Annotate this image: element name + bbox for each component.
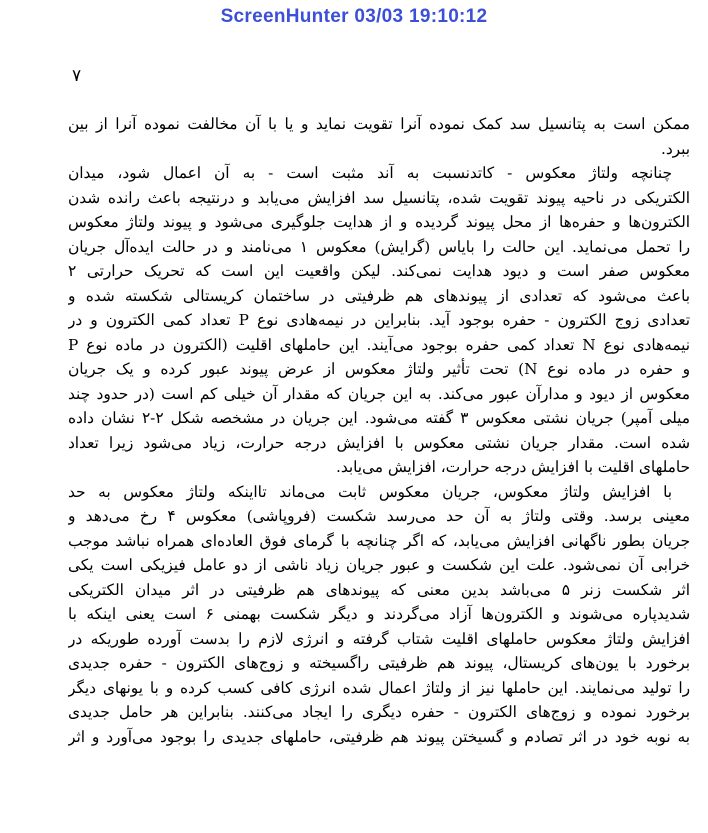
text-line: معکوس صفر است و دیود هدایت نمی‌کند. لیکن واقعیت این است که تحریک حرارتی ۲ — [68, 262, 690, 280]
paragraph-1 — [68, 112, 690, 161]
paragraph-2 — [68, 161, 690, 480]
text-line: شدیدپاره می‌شوند و الکترون‌ها آزاد می‌گردند و دیگر شکست بهمنی ۶ است یعنی اینکه با — [68, 605, 690, 623]
text-line: جریان بطور ناگهانی افزایش می‌یابد، که اگر چنانچه با گرمای فوق العاده‌ای همراه نباشد موجب — [68, 531, 690, 550]
text-line: و حفره در ماده نوع N) تحت تأثیر ولتاژ معکوس از عرض پیوند عبور کرده و یک جریان — [68, 360, 690, 378]
page-number: ۷ — [72, 66, 82, 86]
paragraph-3 — [68, 480, 690, 750]
text-line: با افزایش ولتاژ معکوس، جریان معکوس ثابت می‌ماند تااینکه ولتاژ معکوس به حد — [68, 482, 672, 501]
text-line: الکترون‌ها و حفره‌ها از محل پیوند گردیده و از هدایت جلوگیری می‌شود و پیوند ولتاژ معکوس — [68, 213, 690, 231]
text-line: خرابی آن نمی‌شود. علت این شکست و عبور جریان زیاد ناشی از دو عامل فیزیکی است یکی — [68, 556, 690, 574]
text-line: شده است. مقدار جریان نشتی معکوس با افزایش درجه حرارت، زیاد می‌شود زیرا تعداد — [68, 433, 690, 452]
text-line: الکتریکی در ناحیه پیوند تقویت شده، پتانسیل سد افزایش می‌یابد و درنتیجه باعث رانده شدن — [68, 188, 690, 207]
text-line: افزایش ولتاژ معکوس حاملهای اقلیت شتاب گرفته و انرژی لازم را بدست آورده طوریکه در — [68, 629, 690, 648]
text-line: را تحمل می‌نماید. این حالت را بایاس (گرایش) معکوس ۱ می‌نامند و در حالت ایده‌آل جریان — [68, 237, 690, 256]
text-line: به نوبه خود در اثر تصادم و گسیختن پیوند هم ظرفیتی، حاملهای جدیدی را بوجود می‌آورد و اثر — [68, 727, 690, 746]
document-body — [68, 112, 690, 749]
screenhunter-watermark: ScreenHunter 03/03 19:10:12 — [220, 6, 488, 27]
text-line: تعدادی زوج الکترون - حفره بوجود آید. بنابراین در نیمه‌هادی نوع P تعداد کمی الکترون و در — [68, 311, 690, 329]
text-line: اثر شکست زنر ۵ می‌باشد بدین معنی که پیوندهای هم ظرفیتی در اثر میدان الکتریکی — [68, 580, 690, 599]
text-line: معینی برسد. وقتی ولتاژ به آن حد می‌رسد شکست (فروپاشی) معکوس ۴ رخ می‌دهد و — [68, 507, 690, 525]
text-line: را تولید می‌نمایند. این حاملها نیز از ولتاژ اعمال شده انرژی کافی کسب کرده و با یونهای دیگر — [68, 678, 690, 697]
text-line: برخورد نموده و زوج‌های الکترون - حفره دیگری را ایجاد می‌کنند. بنابراین هر حامل جدیدی — [68, 703, 690, 721]
text-line: چنانچه ولتاژ معکوس - کاتدنسبت به آند مثبت است - به آن اعمال شود، میدان — [68, 164, 672, 182]
text-line: برخورد با یون‌های کریستال، پیوند هم ظرفیتی راگسیخته و زوج‌های الکترون - حفره جدیدی — [68, 654, 690, 672]
text-line: میلی آمپر) جریان نشتی معکوس ۳ گفته می‌شود. این جریان در مشخصه شکل ۲-۲ نشان داده — [68, 409, 690, 427]
text-line: ممکن است به پتانسیل سد کمک نموده آنرا تقویت نماید و یا با آن مخالفت نموده آنرا از بین — [68, 115, 690, 133]
text-line: حاملهای اقلیت با افزایش درجه حرارت، افزایش می‌یابد. — [335, 458, 690, 476]
text-line: ببرد. — [661, 139, 690, 158]
text-line: باعث می‌شود که تعدادی از پیوندهای هم ظرفیتی در ساختمان کریستالی شکسته شده و — [68, 286, 690, 305]
text-line: معکوس از دیود و مدارآن عبور می‌کند. به این جریان که مقدار آن خیلی کم است (در حدود چند — [68, 384, 690, 403]
text-line: نیمه‌هادی نوع N تعداد کمی حفره بوجود می‌آیند. این حاملهای اقلیت (الکترون در ماده نوع P — [68, 335, 690, 354]
